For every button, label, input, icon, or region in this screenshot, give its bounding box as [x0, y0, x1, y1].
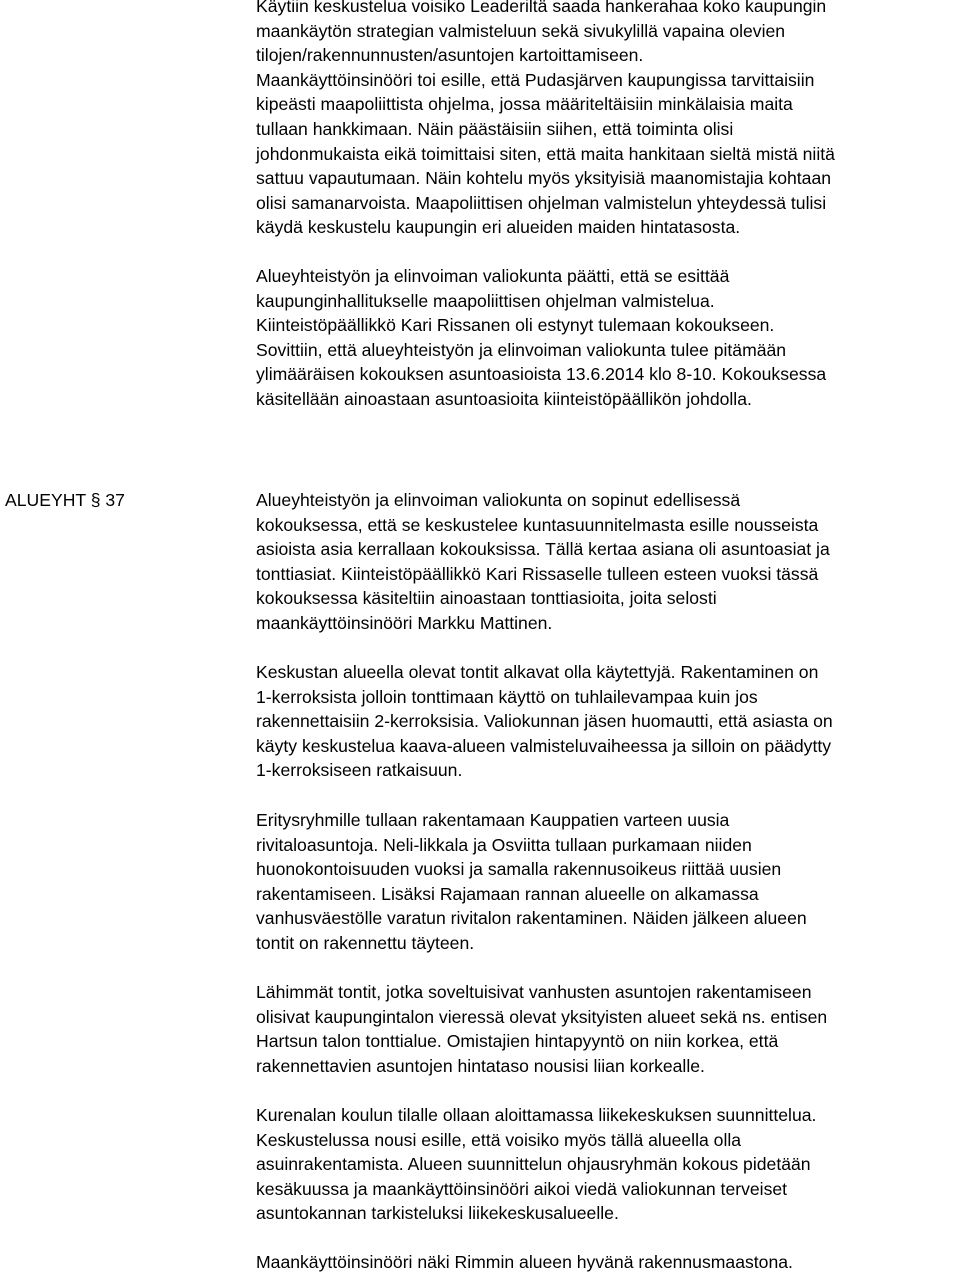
paragraph-nearest-plots: Lähimmät tontit, jotka soveltuisivat vanhusten asuntojen rakentamiseen olisivat kaupungintalon vieressä olevat yksityisten alueet sekä ns. entisen Hartsun talon tonttialue. Omistajien hintapyyntö on niin korkea, että rakennettavien asuntojen hintataso nousisi liian korkealle.: [256, 982, 828, 1076]
section-label: ALUEYHT § 37: [5, 490, 125, 510]
paragraph-committee-decision: Alueyhteistyön ja elinvoiman valiokunta päätti, että se esittää kaupunginhallitukselle maapoliittisen ohjelman valmistelua. Kiinteistöpäällikkö Kari Rissanen oli estynyt tulemaan kokoukseen. Sovittiin, että alueyhteistyön ja elinvoiman valiokunta tulee pitämään ylimääräisen kokouksen asuntoasioista 13.6.2014 klo 8-10. Kokouksessa käsitellään ainoastaan asuntoasioita kiinteistöpäällikön johdolla.: [256, 266, 827, 409]
paragraph-kurenala-school: Kurenalan koulun tilalle ollaan aloittamassa liikekeskuksen suunnittelua. Keskustelussa nousi esille, että voisiko myös tällä alueella olla asuinrakentamista. Alueen suunnittelun ohjausryhmän kokous pidetään kesäkuussa ja maankäyttöinsinööri aikoi viedä valiokunnan terveiset asuntokannan tarkisteluksi liikekeskusalueelle.: [256, 1105, 817, 1224]
paragraph-rimmi-area: Maankäyttöinsinööri näki Rimmin alueen hyvänä rakennusmaastona.: [256, 1252, 793, 1272]
paragraph-special-groups: Eritysryhmille tullaan rakentamaan Kauppatien varteen uusia rivitaloasuntoja. Neli-likkala ja Osviitta tullaan purkamaan niiden huonokontoisuuden vuoksi ja samalla rakennusoikeus riittää uusien rakentamiseen. Lisäksi Rajamaan rannan alueelle on alkamassa vanhusväestölle varatun rivitalon rakentaminen. Näiden jälkeen alueen tontit on rakennettu täyteen.: [256, 810, 807, 953]
paragraph-leader-discussion: Käytiin keskustelua voisiko Leaderiltä saada hankerahaa koko kaupungin maankäytön strategian valmisteluun sekä sivukylillä vapaina olevien tilojen/rakennunnusten/asuntojen kartoittamiseen. Maankäyttöinsinööri toi esille, että Pudasjärven kaupungissa tarvittaisiin kipeästi maapoliittista ohjelma, jossa määriteltäisiin minkälaisia maita tullaan hankkimaan. Näin päästäisiin siihen, että toiminta olisi johdonmukaista eikä toimittaisi siten, että maita hankitaan sieltä mistä niitä sattuu vapautumaan. Näin kohtelu myös yksityisiä maanomistajia kohtaan olisi samanarvoista. Maapoliittisen ohjelman valmistelun yhteydessä tulisi käydä keskustelu kaupungin eri alueiden maiden hintatasosta.: [256, 0, 835, 238]
paragraph-center-plots: Keskustan alueella olevat tontit alkavat olla käytettyjä. Rakentaminen on 1-kerroksista jolloin tonttimaan käyttö on tuhlailevampaa kuin jos rakennettaisiin 2-kerroksisia. Valiokunnan jäsen huomautti, että asiasta on käyty keskustelua kaava-alueen valmisteluvaiheessa ja silloin on päädytty 1-kerroksiseen ratkaisuun.: [256, 662, 833, 781]
paragraph-previous-meeting: Alueyhteistyön ja elinvoiman valiokunta on sopinut edellisessä kokouksessa, että se keskustelee kuntasuunnitelmasta esille nousseista asioista asia kerrallaan kokouksissa. Tällä kertaa asiana oli asuntoasiat ja tonttiasiat. Kiinteistöpäällikkö Kari Rissaselle tulleen esteen vuoksi tässä kokouksessa käsiteltiin ainoastaan tonttiasioita, joita selosti maankäyttöinsinööri Markku Mattinen.: [256, 490, 830, 633]
